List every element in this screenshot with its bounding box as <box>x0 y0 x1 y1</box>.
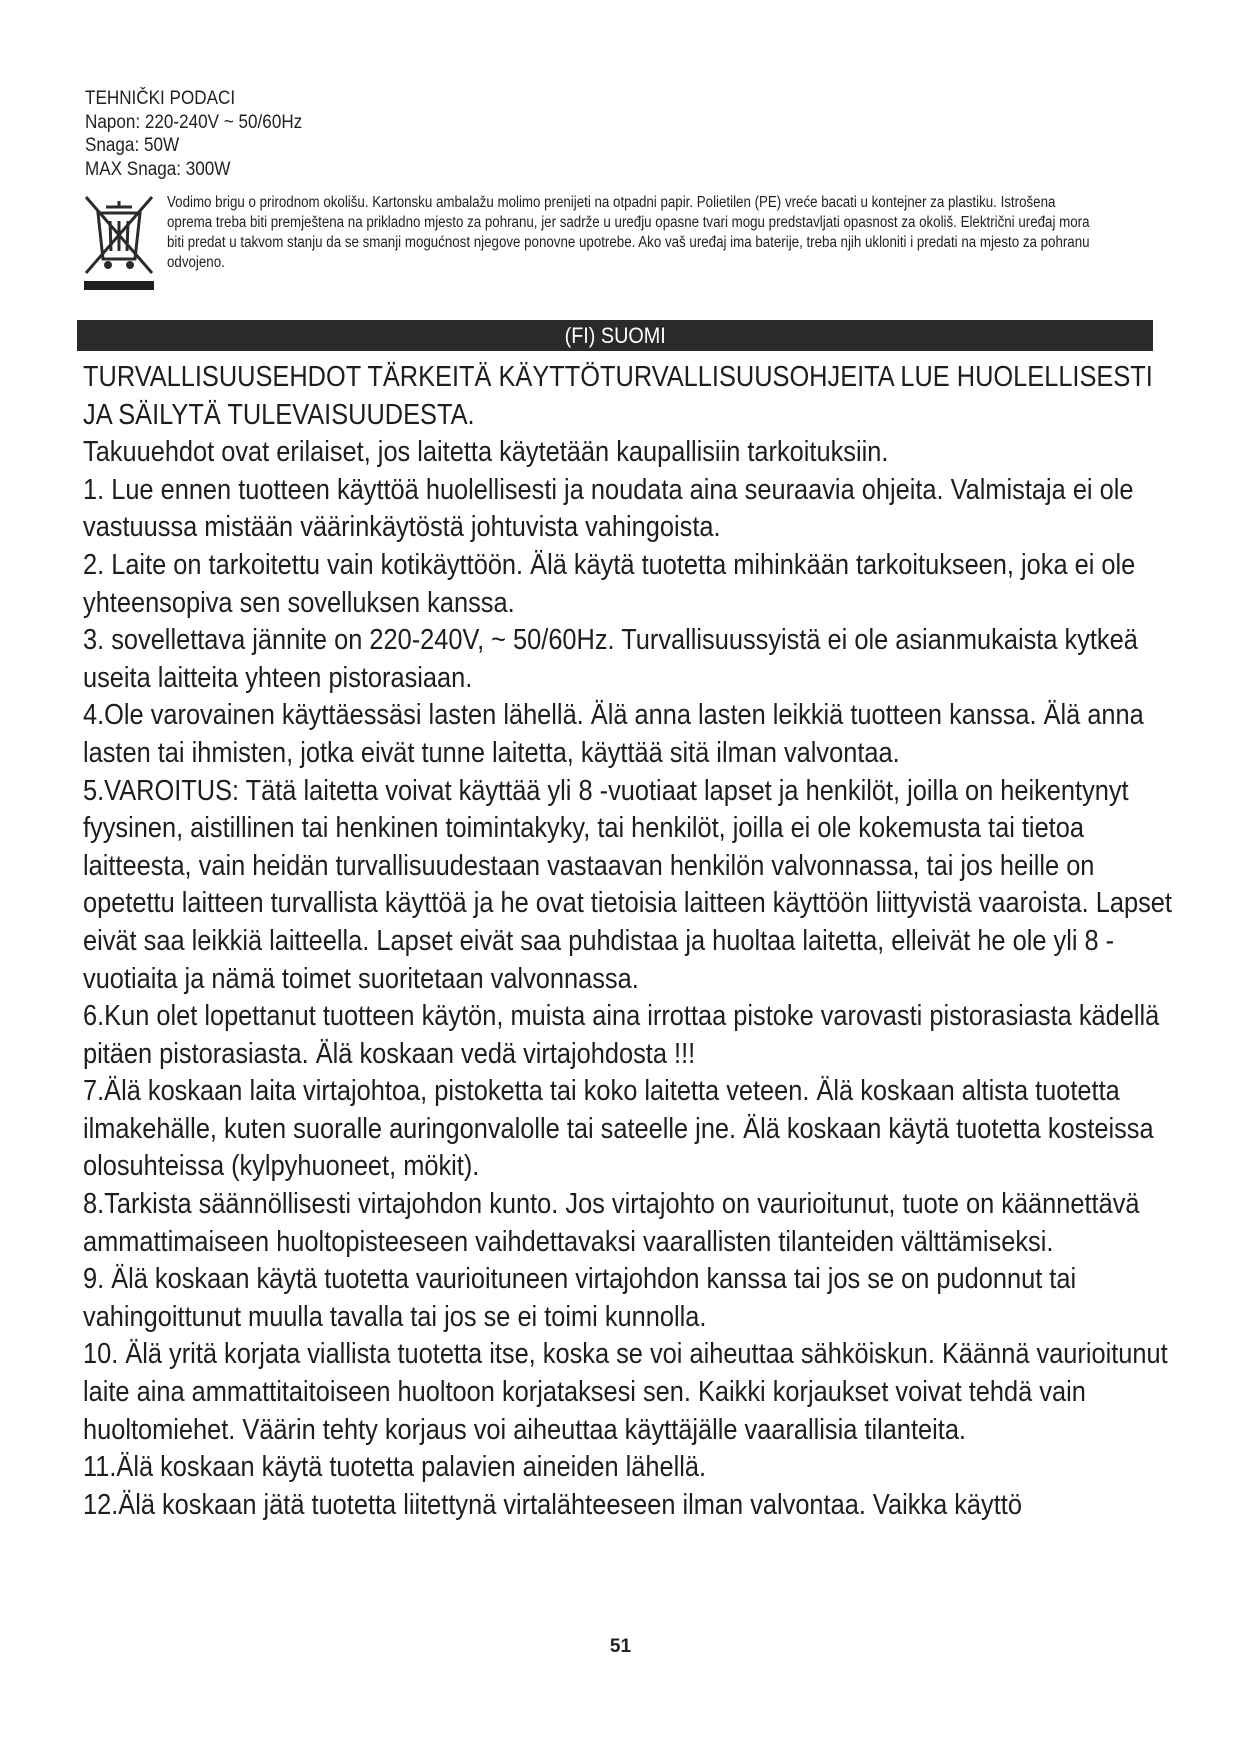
technical-specs <box>85 87 302 181</box>
instruction-item-11: 11.Älä koskaan käytä tuotetta palavien aineiden lähellä. <box>83 1451 707 1484</box>
instruction-item-9: 9. Älä koskaan käytä tuotetta vaurioituneen virtajohdon kanssa tai jos se on pudonnut tai vahingoittunut muulla tavalla tai jos se ei toimi kunnolla. <box>83 1263 1077 1333</box>
section-header-finnish <box>77 320 1153 351</box>
instruction-item-12: 12.Älä koskaan jätä tuotetta liitettynä virtalähteeseen ilman valvontaa. Vaikka käyttö <box>83 1488 1022 1521</box>
instruction-item-2: 2. Laite on tarkoitettu vain kotikäyttöön. Älä käytä tuotetta mihinkään tarkoitukseen, joka ei ole yhteensopiva sen sovelluksen kanssa. <box>83 548 1136 619</box>
tech-specs-power: Snaga: 50W <box>85 135 180 156</box>
instruction-item-10: 10. Älä yritä korjata viallista tuotetta itse, koska se voi aiheuttaa sähköiskun. Käännä vaurioitunut laite aina ammattitaitoiseen huoltoon korjataksesi sen. Kaikki korjaukset voivat tehdä vain huoltomiehet. Väärin tehty korjaus voi aiheuttaa käyttäjälle vaarallisia tilanteita. <box>83 1338 1168 1446</box>
instruction-item-7: 7.Älä koskaan laita virtajohtoa, pistoketta tai koko laitetta veteen. Älä koskaan altista tuotetta ilmakehälle, kuten suoralle auringonvalolle tai sateelle jne. Älä koskaan käytä tuotetta kosteissa olosuhteissa (kylpyhuoneet, mökit). <box>83 1075 1154 1183</box>
safety-heading: TURVALLISUUSEHDOT TÄRKEITÄ KÄYTTÖTURVALLISUUSOHJEITA LUE HUOLELLISESTI JA SÄILYTÄ TULEVAISUUDESTA. <box>83 361 1153 431</box>
section-title: (FI) SUOMI <box>564 323 666 348</box>
instruction-item-3: 3. sovellettava jännite on 220-240V, ~ 50/60Hz. Turvallisuussyistä ei ole asianmukaista kytkeä useita laitteita yhteen pistorasiaan. <box>83 624 1138 694</box>
safety-instructions <box>83 359 1179 1524</box>
tech-specs-max-power: MAX Snaga: 300W <box>85 158 231 180</box>
instruction-item-8: 8.Tarkista säännöllisesti virtajohdon kunto. Jos virtajohto on vaurioitunut, tuote on käännettävä ammattimaiseen huoltopisteeseen vaihdettavaksi vaarallisten tilanteiden välttämiseksi. <box>83 1188 1140 1258</box>
tech-specs-title: TEHNIČKI PODACI <box>85 88 236 109</box>
warranty-intro: Takuuehdot ovat erilaiset, jos laitetta käytetään kaupallisiin tarkoituksiin. <box>83 436 889 469</box>
eco-disposal-notice: Vodimo brigu o prirodnom okolišu. Kartonsku ambalažu molimo prenijeti na otpadni papir. Polietilen (PE) vreće bacati u kontejner za plastiku. Istrošena oprema treba biti premještena na prikladno mjesto za pohranu, jer sadrže u uređju opasne tvari mogu predstavljati opasnost za okoliš. Električni uređaj mora biti predat u takvom stanju da se smanji mogućnost njegove ponovne upotrebe. Ako vaš uređaj ima baterije, treba njih ukloniti i predati na mjesto za pohranu odvojeno. <box>167 194 1090 271</box>
instruction-item-5: 5.VAROITUS: Tätä laitetta voivat käyttää yli 8 -vuotiaat lapset ja henkilöt, joilla on heikentynyt fyysinen, aistillinen tai henkinen toimintakyky, tai henkilöt, joilla ei ole kokemusta tai tietoa laitteesta, vain heidän turvallisuudestaan vastaavan henkilön valvonnassa, tai jos heille on opetettu laitteen turvallista käyttöä ja he ovat tietoisia laitteen käyttöön liittyvistä vaaroista. Lapset eivät saa leikkiä laitteella. Lapset eivät saa puhdistaa ja huoltaa laitetta, elleivät he ole yli 8 -vuotiaita ja nämä toimet suoritetaan valvonnassa. <box>83 774 1172 995</box>
instruction-item-4: 4.Ole varovainen käyttäessäsi lasten lähellä. Älä anna lasten leikkiä tuotteen kanssa. Älä anna lasten tai ihmisten, jotka eivät tunne laitetta, käyttää sitä ilman valvontaa. <box>83 699 1144 769</box>
tech-specs-voltage: Napon: 220-240V ~ 50/60Hz <box>85 111 303 133</box>
instruction-item-1: 1. Lue ennen tuotteen käyttöä huolellisesti ja noudata aina seuraavia ohjeita. Valmistaja ei ole vastuussa mistään väärinkäytöstä johtuvista vahingoista. <box>83 473 1134 544</box>
crossed-out-wheelie-bin-icon <box>84 193 154 293</box>
instruction-item-6: 6.Kun olet lopettanut tuotteen käytön, muista aina irrottaa pistoke varovasti pistorasiasta kädellä pitäen pistorasiasta. Älä koskaan vedä virtajohdosta !!! <box>83 1000 1160 1070</box>
page-number: 51 <box>609 1636 632 1657</box>
